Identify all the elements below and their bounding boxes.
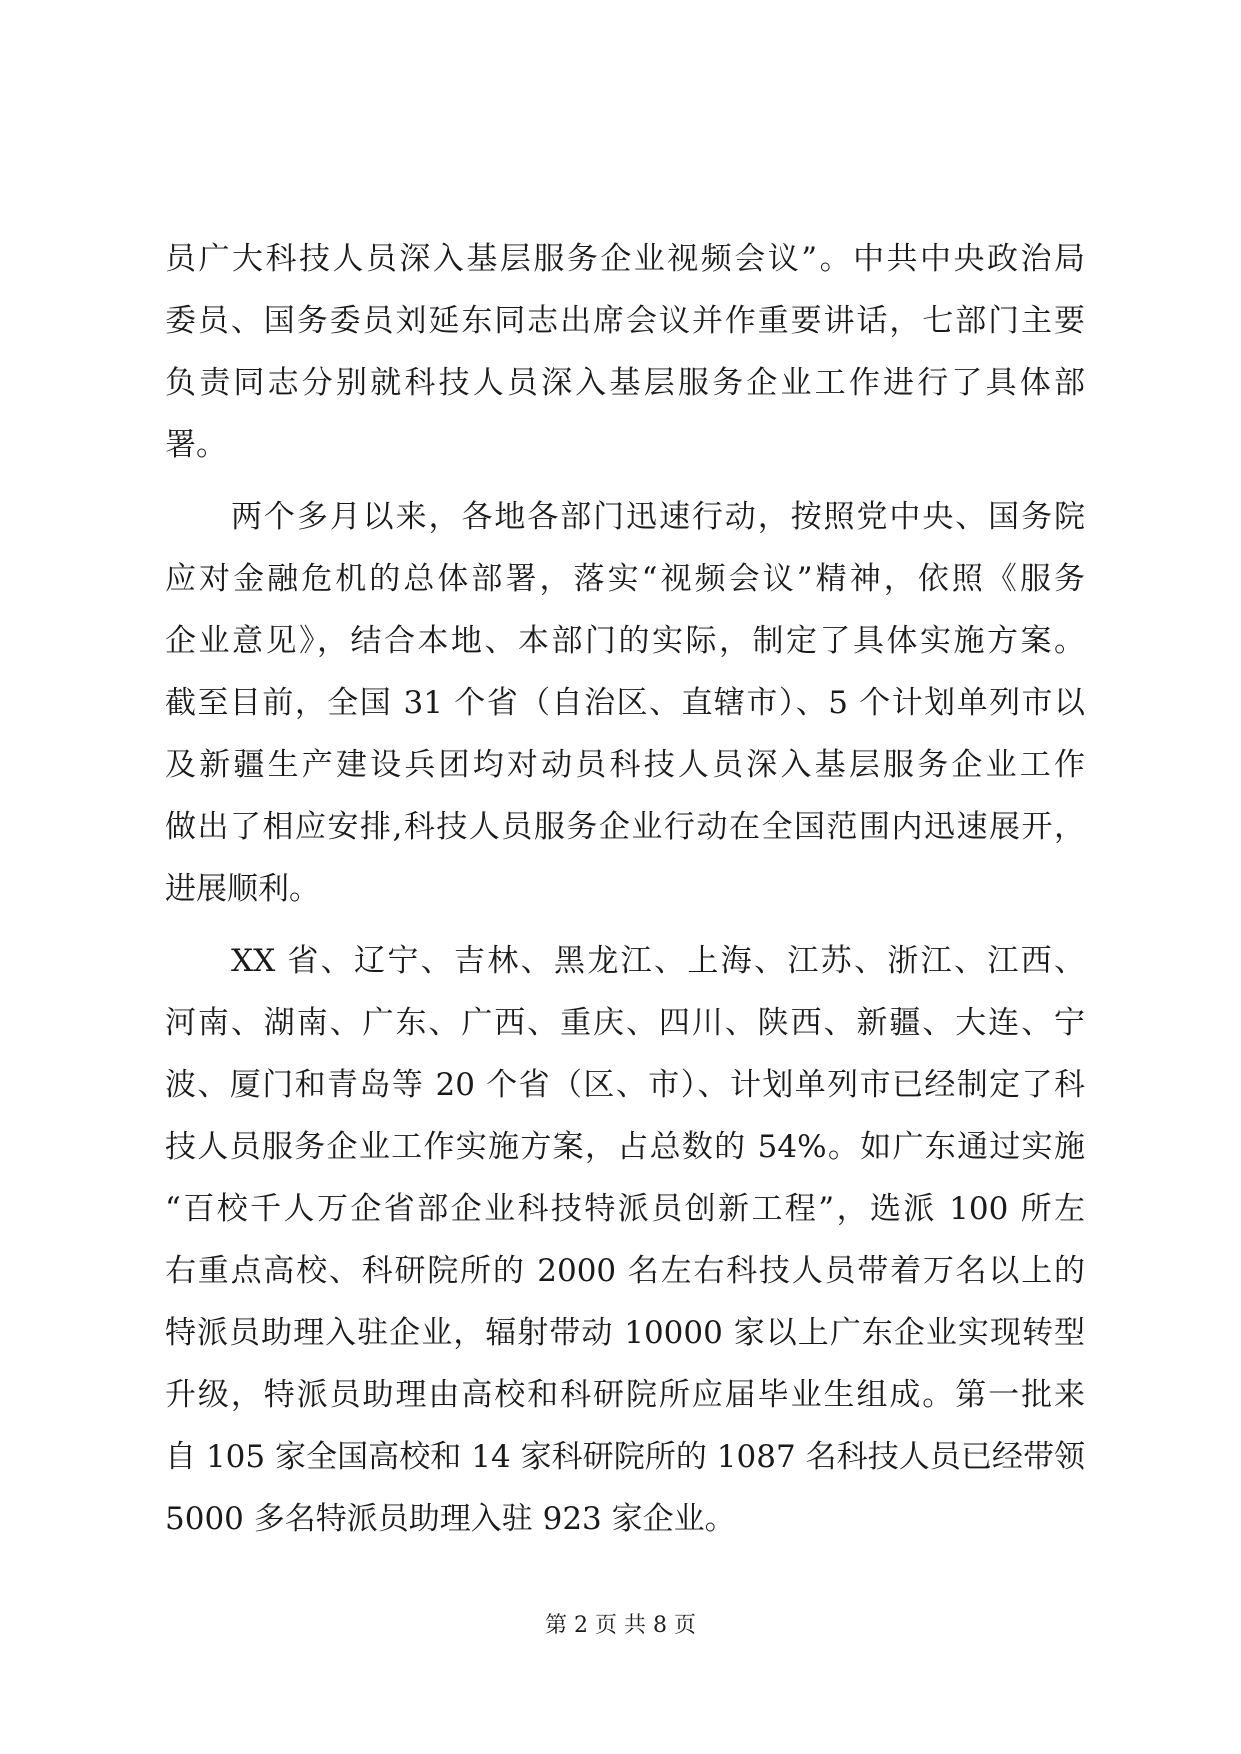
text-line: 自 105 家全国高校和 14 家科研院所的 1087 名科技人员已经带领: [165, 1439, 1085, 1475]
text-line: 员广大科技人员深入基层服务企业视频会议”。中共中央政治局: [165, 241, 1085, 277]
page-number-footer: 第 2 页 共 8 页: [545, 1613, 696, 1638]
paragraph-3: [165, 930, 1085, 1550]
text-line: 特派员助理入驻企业，辐射带动 10000 家以上广东企业实现转型: [165, 1315, 1085, 1351]
paragraph-2: [165, 486, 1085, 920]
text-line: 委员、国务委员刘延东同志出席会议并作重要讲话，七部门主要: [165, 303, 1085, 339]
text-line: 做出了相应安排,科技人员服务企业行动在全国范围内迅速展开，: [165, 809, 1085, 845]
document-body: [165, 228, 1085, 1550]
text-line: 河南、湖南、广东、广西、重庆、四川、陕西、新疆、大连、宁: [165, 1005, 1085, 1041]
text-line: 应对金融危机的总体部署，落实“视频会议”精神，依照《服务: [165, 561, 1085, 597]
text-line: “百校千人万企省部企业科技特派员创新工程”，选派 100 所左: [165, 1191, 1085, 1227]
text-line: 署。: [165, 427, 227, 463]
text-line: 5000 多名特派员助理入驻 923 家企业。: [165, 1501, 736, 1537]
text-line: 及新疆生产建设兵团均对动员科技人员深入基层服务企业工作: [165, 747, 1085, 783]
text-line: 进展顺利。: [165, 871, 320, 907]
text-line: 两个多月以来，各地各部门迅速行动，按照党中央、国务院: [231, 499, 1085, 535]
text-line: 负责同志分别就科技人员深入基层服务企业工作进行了具体部: [165, 365, 1085, 401]
text-line: 波、厦门和青岛等 20 个省（区、市）、计划单列市已经制定了科: [165, 1067, 1085, 1103]
text-line: 企业意见》，结合本地、本部门的实际，制定了具体实施方案。: [165, 623, 1085, 659]
text-line: 升级，特派员助理由高校和科研院所应届毕业生组成。第一批来: [165, 1377, 1085, 1413]
text-line: 技人员服务企业工作实施方案，占总数的 54%。如广东通过实施: [165, 1129, 1085, 1165]
text-line: XX 省、辽宁、吉林、黑龙江、上海、江苏、浙江、江西、: [231, 943, 1085, 979]
text-line: 右重点高校、科研院所的 2000 名左右科技人员带着万名以上的: [165, 1253, 1085, 1289]
paragraph-1: [165, 228, 1085, 476]
text-line: 截至目前，全国 31 个省（自治区、直辖市）、5 个计划单列市以: [165, 685, 1085, 721]
